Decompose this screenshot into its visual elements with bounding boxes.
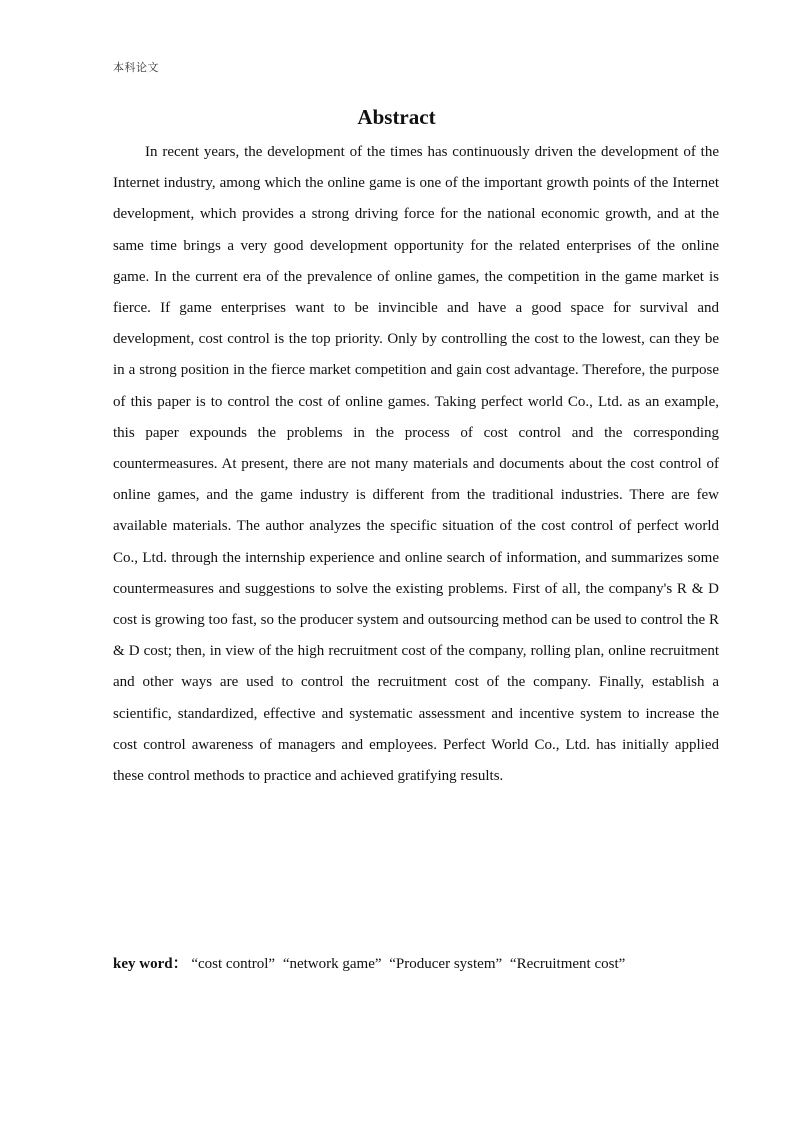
keyword-item: “network game”	[282, 956, 382, 972]
keyword-item: “Producer system”	[389, 956, 503, 972]
keywords-label: key word：	[113, 956, 188, 972]
keyword-item: “cost control”	[191, 956, 276, 972]
abstract-body: In recent years, the development of the times has continuously driven the development of the Internet industry, among which the online game is one of the important growth points of the Internet development, which provides a strong driving force for the national economic growth, and at the same time brings a very good development opportunity for the related enterprises of the online game. In the current era of the prevalence of online games, the competition in the game market is fierce. If game enterprises want to be invincible and have a good space for survival and development, cost control is the top priority. Only by controlling the cost to the lowest, can they be in a strong position in the fierce market competition and gain cost advantage. Therefore, the purpose of this paper is to control the cost of online games. Taking perfect world Co., Ltd. as an example, this paper expounds the problems in the process of cost control and the corresponding countermeasures. At present, there are not many materials and documents about the cost control of online games, and the game industry is different from the traditional industries. There are few available materials. The author analyzes the specific situation of the cost control of perfect world Co., Ltd. through the internship experience and online search of information, and summarizes some countermeasures and suggestions to solve the existing problems. First of all, the company's R & D cost is growing too fast, so the producer system and outsourcing method can be used to control the R & D cost; then, in view of the high recruitment cost of the company, rolling plan, online recruitment and other ways are used to control the recruitment cost of the company. Finally, establish a scientific, standardized, effective and systematic assessment and incentive system to increase the cost control awareness of managers and employees. Perfect World Co., Ltd. has initially applied these control methods to practice and achieved gratifying results.	[113, 144, 719, 785]
running-header: 本科论文	[113, 61, 159, 74]
keyword-item: “Recruitment cost”	[509, 956, 626, 972]
keywords-line	[113, 950, 733, 978]
abstract-title: Abstract	[357, 105, 436, 129]
